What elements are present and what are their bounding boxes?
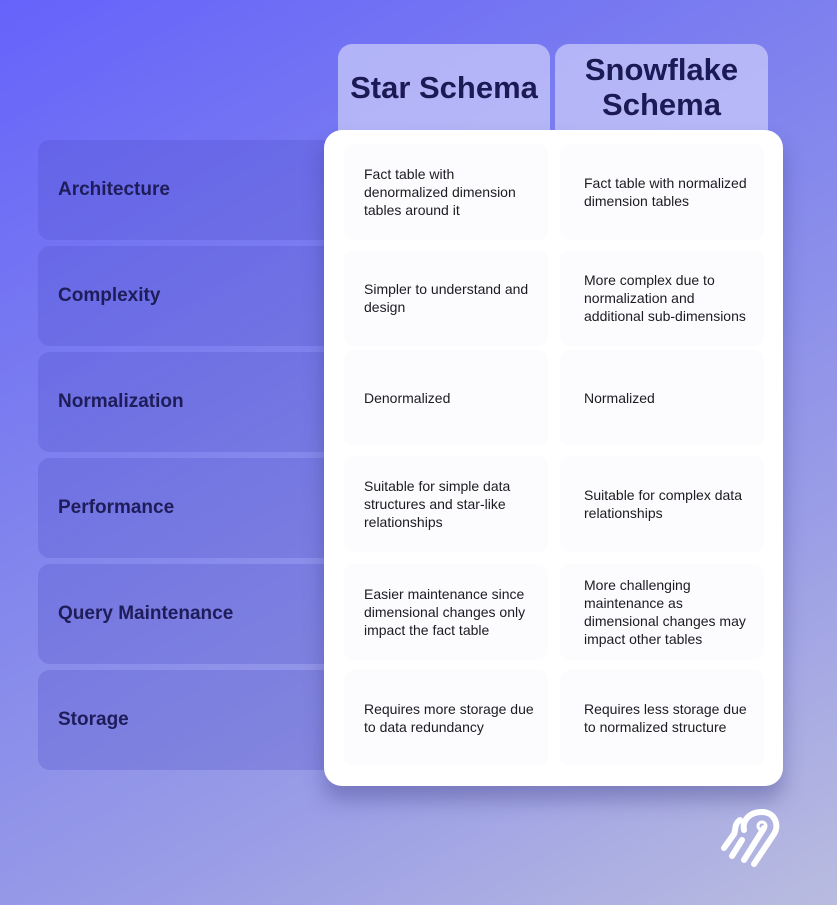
cell-text: Denormalized — [364, 390, 451, 406]
comparison-card — [324, 130, 783, 786]
cell-snowflake-performance — [560, 456, 764, 552]
cell-text: Fact table with denormalized dimension tables around it — [364, 166, 516, 218]
cell-star-performance — [344, 456, 548, 552]
cell-text: Suitable for simple data structures and star-like relationships — [364, 478, 511, 530]
row-label-architecture: Architecture — [38, 140, 338, 240]
row-label-normalization: Normalization — [38, 352, 338, 452]
cell-snowflake-complexity — [560, 250, 764, 346]
cell-snowflake-architecture — [560, 144, 764, 240]
column-header-snowflake-schema: Snowflake Schema — [555, 44, 768, 144]
cell-text: Normalized — [584, 390, 655, 406]
row-label-complexity: Complexity — [38, 246, 338, 346]
cell-text: Requires more storage due to data redundancy — [364, 701, 534, 735]
cell-star-complexity — [344, 250, 548, 346]
row-label-performance: Performance — [38, 458, 338, 558]
cell-star-query-maintenance — [344, 564, 548, 660]
cell-snowflake-normalization — [560, 350, 764, 446]
cell-star-normalization — [344, 350, 548, 446]
cell-text: More complex due to normalization and additional sub-dimensions — [584, 272, 746, 324]
cell-text: More challenging maintenance as dimensional changes may impact other tables — [584, 577, 746, 647]
cell-text: Simpler to understand and design — [364, 281, 529, 315]
cell-text: Requires less storage due to normalized structure — [584, 701, 747, 735]
column-header-star-schema: Star Schema — [338, 44, 550, 144]
cell-text: Easier maintenance since dimensional changes only impact the fact table — [364, 586, 526, 638]
cell-text: Fact table with normalized dimension tables — [584, 175, 747, 209]
cell-text: Suitable for complex data relationships — [584, 487, 742, 521]
cell-star-storage — [344, 670, 548, 766]
cell-snowflake-query-maintenance — [560, 564, 764, 660]
row-label-query-maintenance: Query Maintenance — [38, 564, 338, 664]
cell-snowflake-storage — [560, 670, 764, 766]
airbyte-logo-icon — [720, 808, 786, 872]
cell-star-architecture — [344, 144, 548, 240]
row-label-storage: Storage — [38, 670, 338, 770]
